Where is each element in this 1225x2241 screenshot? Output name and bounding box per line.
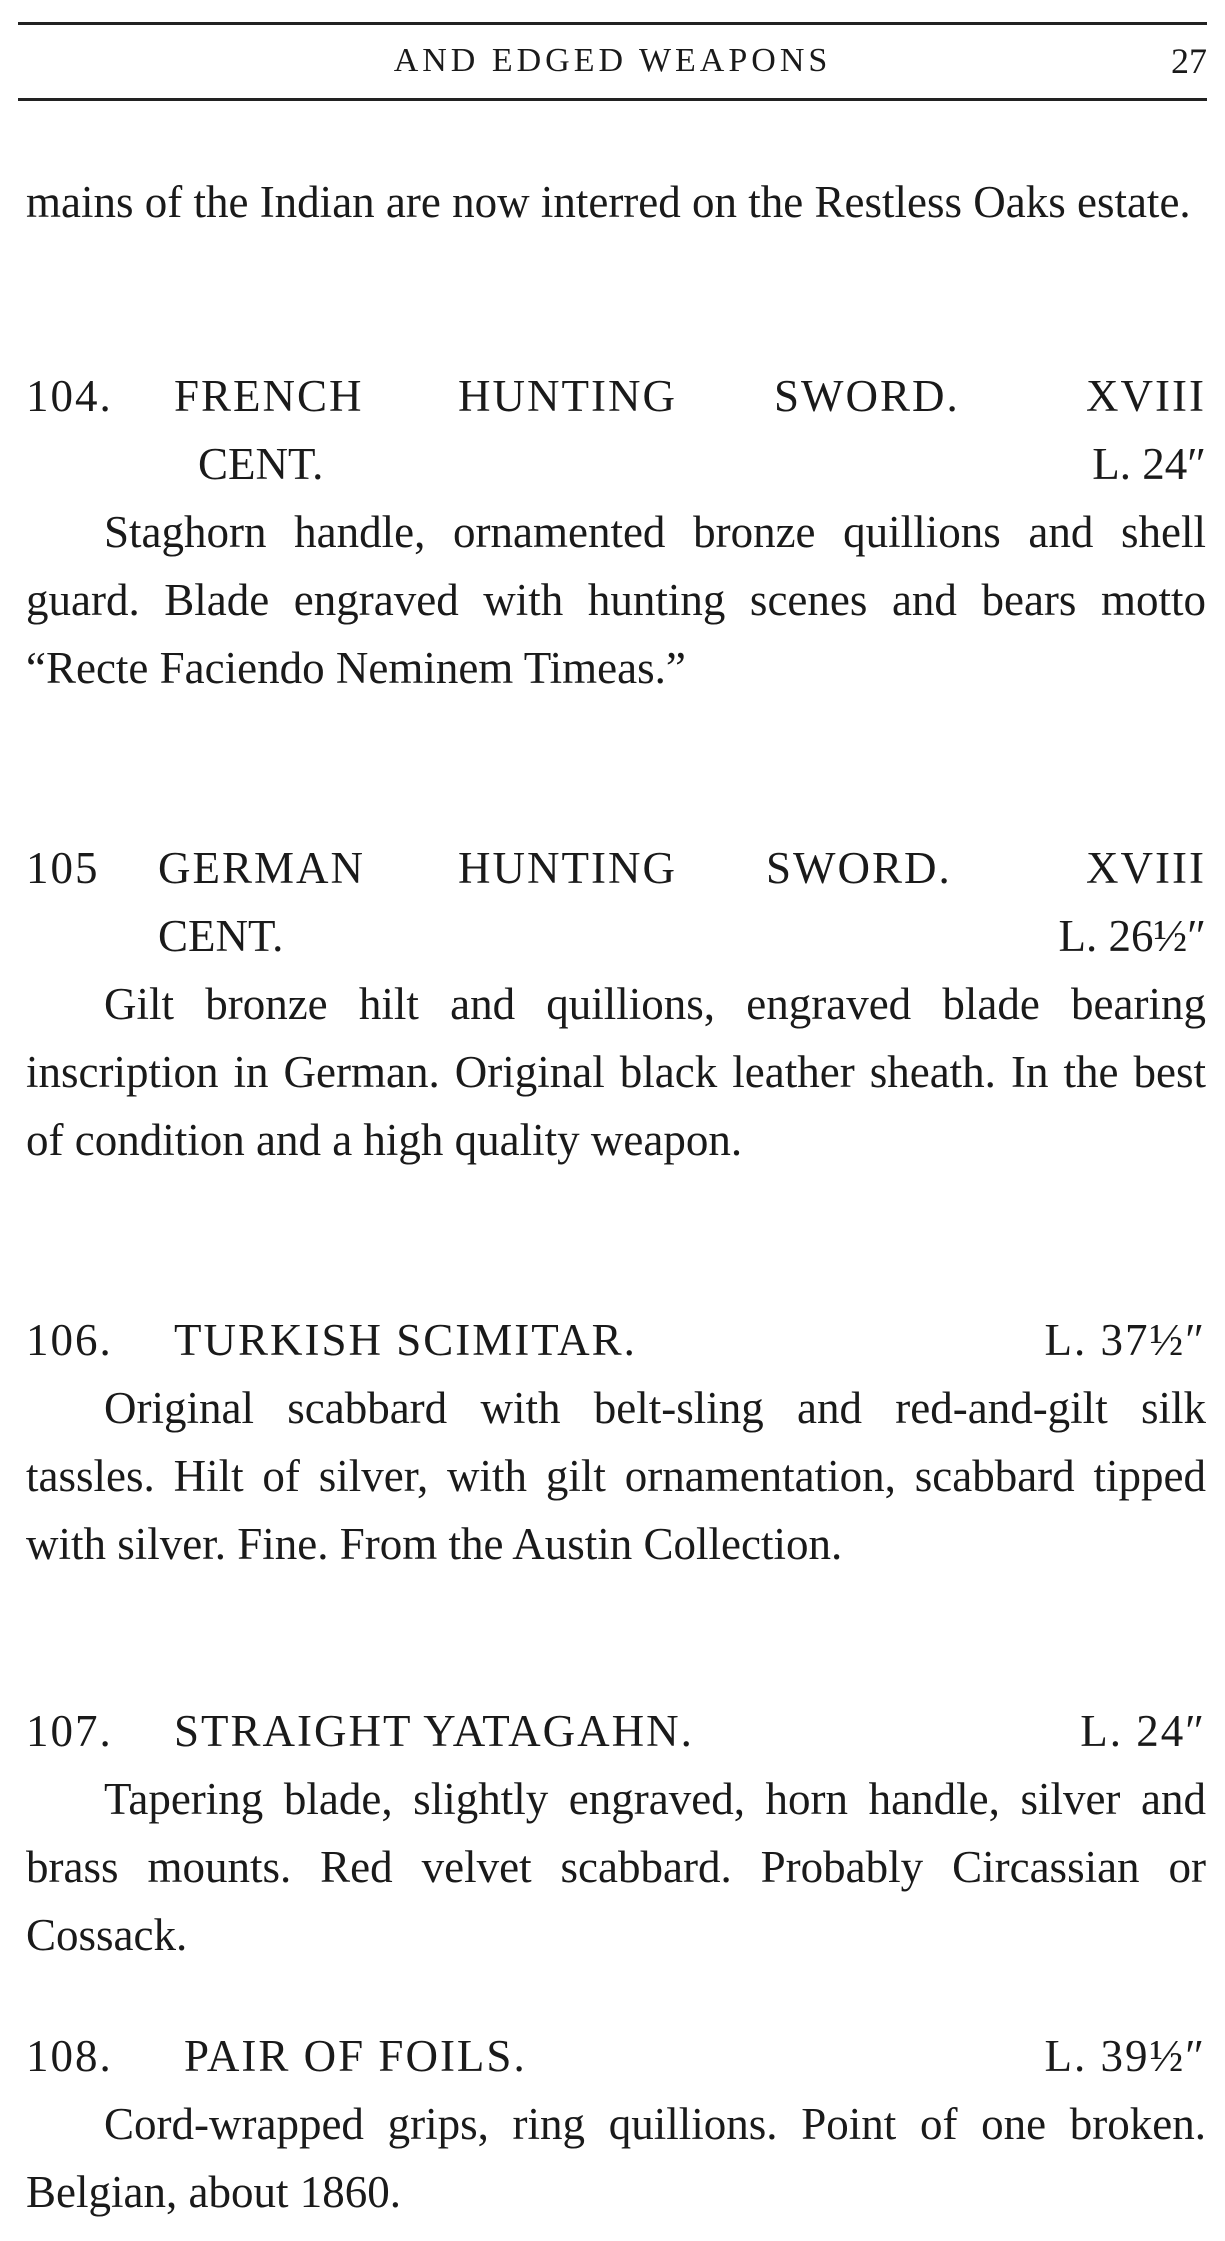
entry-century: XVIII xyxy=(1086,843,1206,893)
entry-heading-line2 xyxy=(26,430,1206,498)
entry-description: Original scabbard with belt-sling and red-and-gilt silk tassles. Hilt of silver, with gilt ornamentation, scabbard tipped with silver. Fine. From the Austin Collection. xyxy=(26,1383,1206,1569)
entry-description: Tapering blade, slightly engraved, horn handle, silver and brass mounts. Red velvet scabbard. Probably Circassian or Cossack. xyxy=(26,1774,1206,1960)
intro-block xyxy=(26,168,1206,236)
entry-number: 106. xyxy=(26,1315,113,1365)
entry-107 xyxy=(26,1697,1206,1969)
entry-title: STRAIGHT YATAGAHN. xyxy=(174,1706,694,1756)
entry-number: 105 xyxy=(26,843,100,893)
entry-description: Staghorn handle, ornamented bronze quillions and shell guard. Blade engraved with hunting scenes and bears motto “Recte Faciendo Neminem Timeas.” xyxy=(26,507,1206,693)
top-rule xyxy=(18,22,1207,25)
entry-length: L. 39½″ xyxy=(1044,2031,1206,2081)
entry-heading xyxy=(26,1306,1206,1374)
entry-heading-line2 xyxy=(26,902,1206,970)
entry-length: L. 37½″ xyxy=(1044,1315,1206,1365)
entry-title: PAIR OF FOILS. xyxy=(184,2031,527,2081)
entry-title-word: FRENCH xyxy=(174,371,364,421)
entry-century-suffix: CENT. xyxy=(158,911,284,961)
entry-heading xyxy=(26,834,1206,902)
entry-description: Gilt bronze hilt and quillions, engraved blade bearing inscription in German. Original black leather sheath. In the best of condition and a high quality weapon. xyxy=(26,979,1206,1165)
entry-century-suffix: CENT. xyxy=(198,439,324,489)
entry-108 xyxy=(26,2022,1206,2226)
entry-number: 108. xyxy=(26,2031,113,2081)
page-number: 27 xyxy=(1171,41,1207,81)
entry-title-word: SWORD. xyxy=(766,843,952,893)
entry-length: L. 24″ xyxy=(1092,439,1206,489)
entry-104 xyxy=(26,362,1206,702)
entry-heading xyxy=(26,362,1206,430)
entry-length: L. 26½″ xyxy=(1058,911,1206,961)
entry-heading xyxy=(26,1697,1206,1765)
bottom-rule xyxy=(18,98,1207,101)
running-head-title: AND EDGED WEAPONS xyxy=(393,42,832,79)
entry-106 xyxy=(26,1306,1206,1578)
entry-105 xyxy=(26,834,1206,1174)
entry-title: TURKISH SCIMITAR. xyxy=(174,1315,637,1365)
entry-number: 104. xyxy=(26,371,113,421)
entry-title-word: SWORD. xyxy=(774,371,960,421)
intro-paragraph: mains of the Indian are now interred on the Restless Oaks estate. xyxy=(26,177,1191,227)
entry-heading xyxy=(26,2022,1206,2090)
entry-title-word: HUNTING xyxy=(458,371,677,421)
entry-description: Cord-wrapped grips, ring quillions. Point of one broken. Belgian, about 1860. xyxy=(26,2099,1206,2217)
entry-title-word: GERMAN xyxy=(158,843,366,893)
running-head xyxy=(18,22,1207,100)
entry-number: 107. xyxy=(26,1706,113,1756)
entry-century: XVIII xyxy=(1086,371,1206,421)
entry-title-word: HUNTING xyxy=(458,843,677,893)
entry-length: L. 24″ xyxy=(1080,1706,1206,1756)
